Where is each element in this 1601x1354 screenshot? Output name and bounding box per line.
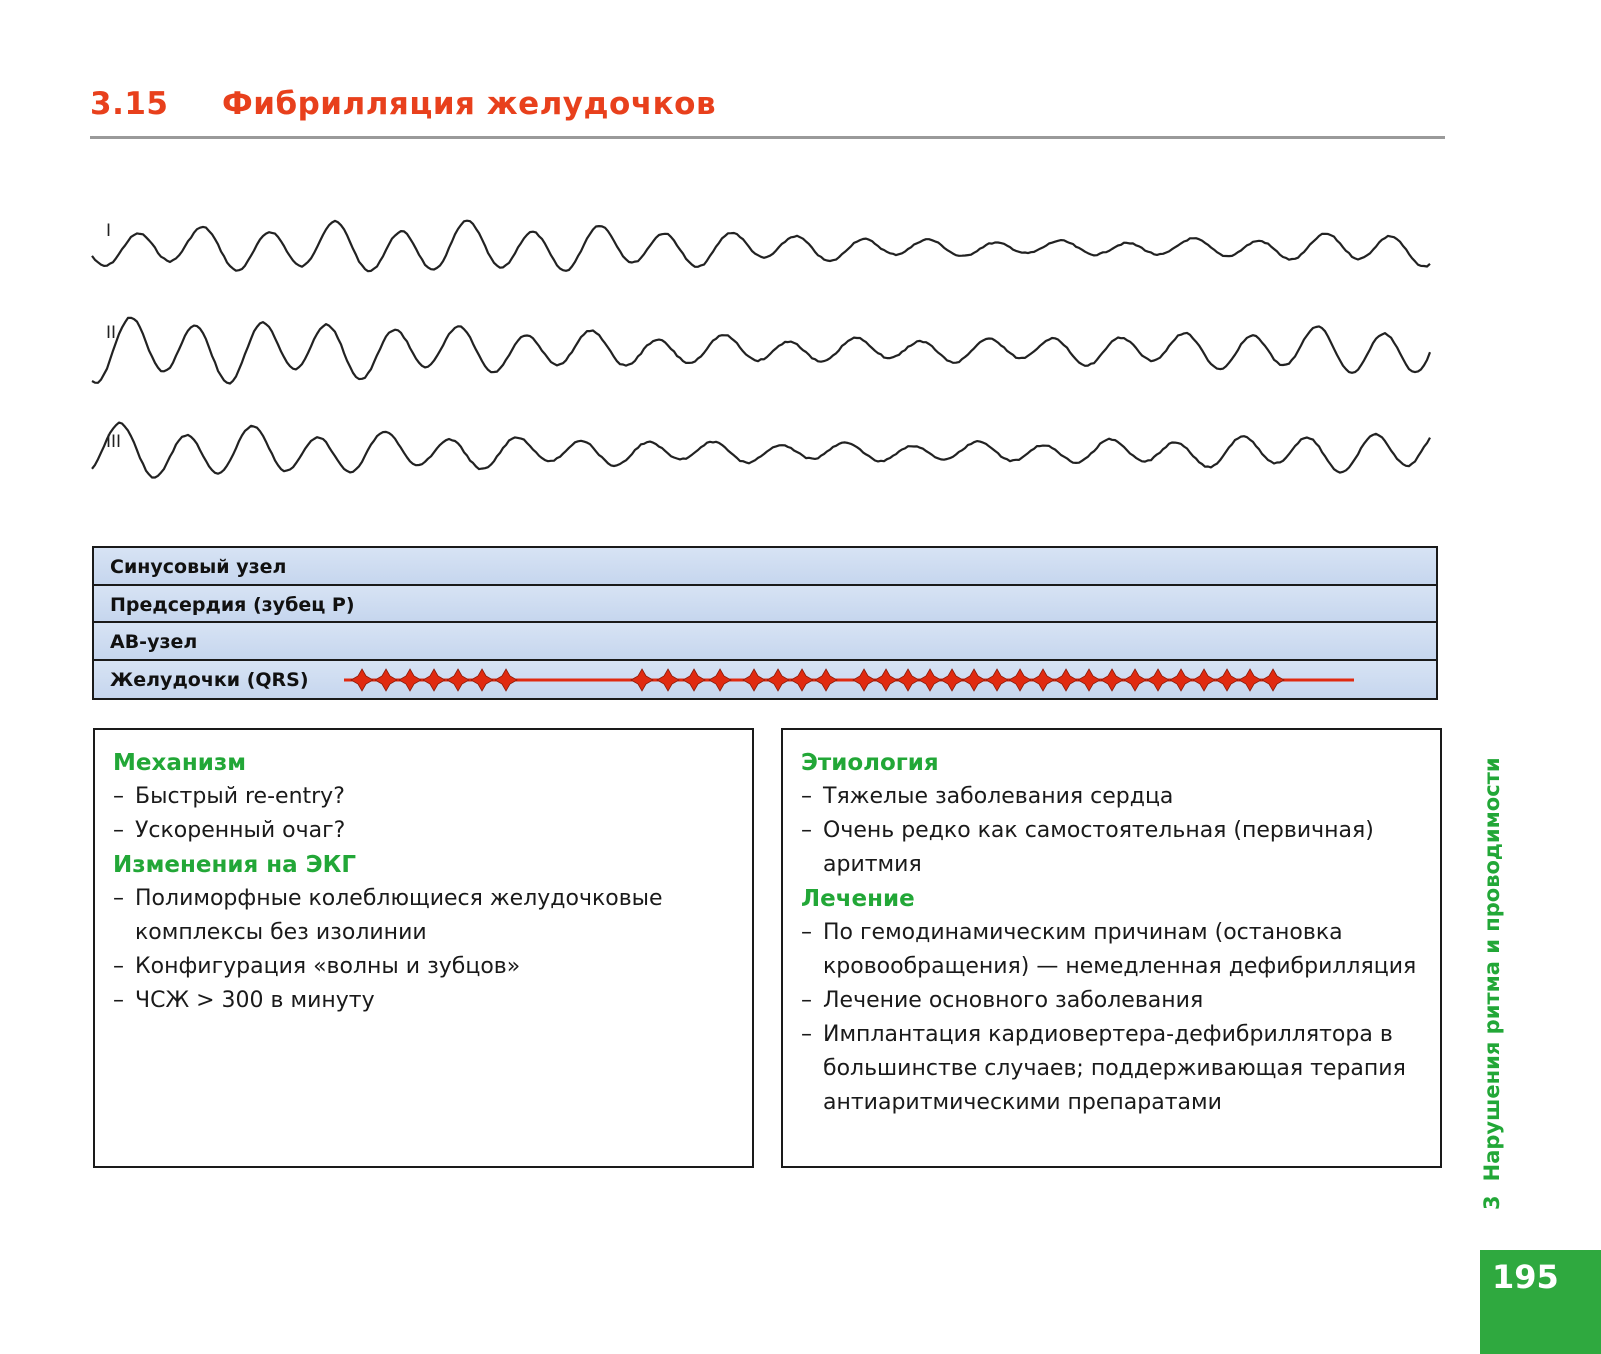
treatment-heading: Лечение bbox=[801, 886, 915, 912]
list-item: – Ускоренный очаг? bbox=[113, 814, 734, 848]
ecg-trace-lead-ii bbox=[92, 318, 1430, 384]
ventricular-focus-marker bbox=[1239, 669, 1261, 691]
ventricular-focus-marker bbox=[1124, 669, 1146, 691]
ventricular-focus-marker bbox=[791, 669, 813, 691]
section-title: Фибрилляция желудочков bbox=[222, 86, 717, 122]
mechanism-heading: Механизм bbox=[113, 750, 247, 776]
ventricular-focus-marker bbox=[743, 669, 765, 691]
etiology-heading: Этиология bbox=[801, 750, 939, 776]
mechanism-list bbox=[113, 780, 734, 848]
ventricular-focus-marker bbox=[1101, 669, 1123, 691]
ladder-label-ventricles: Желудочки (QRS) bbox=[110, 668, 309, 691]
ladder-label-sinus: Синусовый узел bbox=[110, 556, 287, 578]
ecg-changes-heading: Изменения на ЭКГ bbox=[113, 852, 357, 878]
ladder-row-ventricles bbox=[94, 661, 1436, 699]
page-number: 195 bbox=[1492, 1258, 1559, 1296]
section-number: 3.15 bbox=[90, 86, 169, 122]
ventricular-focus-marker bbox=[963, 669, 985, 691]
ventricular-focus-marker bbox=[1193, 669, 1215, 691]
ecg-trace-lead-i bbox=[92, 221, 1430, 272]
ventricular-focus-marker bbox=[657, 669, 679, 691]
ventricular-focus-marker bbox=[399, 669, 421, 691]
etiology-treatment-box bbox=[781, 728, 1442, 1168]
list-item: – По гемодинамическим причинам (остановка кровообращения) — немедленная дефибрилляция bbox=[801, 916, 1422, 984]
ladder-row-sinus bbox=[94, 548, 1436, 586]
ventricular-focus-marker bbox=[941, 669, 963, 691]
page-title bbox=[90, 86, 716, 122]
list-item: – Конфигурация «волны и зубцов» bbox=[113, 950, 734, 984]
ventricular-focus-marker bbox=[683, 669, 705, 691]
ventricular-focus-marker bbox=[815, 669, 837, 691]
title-rule bbox=[90, 136, 1445, 139]
treatment-list bbox=[801, 916, 1422, 1120]
ventricular-focus-marker bbox=[1170, 669, 1192, 691]
ecg-trace-lead-iii bbox=[92, 423, 1430, 478]
etiology-list bbox=[801, 780, 1422, 882]
ventricular-focus-marker bbox=[986, 669, 1008, 691]
ventricular-focus-marker bbox=[1262, 669, 1284, 691]
list-item: – Очень редко как самостоятельная (первичная) аритмия bbox=[801, 814, 1422, 882]
ventricular-focus-marker bbox=[1078, 669, 1100, 691]
ventricular-focus-marker bbox=[919, 669, 941, 691]
list-item: – Полиморфные колеблющиеся желудочковые комплексы без изолинии bbox=[113, 882, 734, 950]
ventricular-focus-marker bbox=[471, 669, 493, 691]
ventricular-focus-marker bbox=[709, 669, 731, 691]
ventricular-focus-marker bbox=[351, 669, 373, 691]
ventricular-focus-marker bbox=[1216, 669, 1238, 691]
ventricular-foci-markers bbox=[94, 661, 1436, 699]
list-item: – ЧСЖ > 300 в минуту bbox=[113, 984, 734, 1018]
ventricular-focus-marker bbox=[767, 669, 789, 691]
ventricular-focus-marker bbox=[375, 669, 397, 691]
page-number-tab bbox=[1480, 1250, 1601, 1354]
ladder-row-av-node bbox=[94, 623, 1436, 661]
mechanism-ecg-box bbox=[93, 728, 754, 1168]
ventricular-focus-marker bbox=[423, 669, 445, 691]
ecg-strip bbox=[0, 200, 1601, 510]
chapter-side-label bbox=[1480, 757, 1504, 1210]
ventricular-focus-marker bbox=[1055, 669, 1077, 691]
ventricular-focus-marker bbox=[897, 669, 919, 691]
ventricular-focus-marker bbox=[875, 669, 897, 691]
lead-label-i: I bbox=[106, 221, 112, 241]
list-item: – Лечение основного заболевания bbox=[801, 984, 1422, 1018]
ladder-label-atria: Предсердия (зубец P) bbox=[110, 593, 355, 616]
list-item: – Имплантация кардиовертера-дефибриллятора в большинстве случаев; поддерживающая терапия антиаритмическими препаратами bbox=[801, 1018, 1422, 1120]
list-item: – Быстрый re-entry? bbox=[113, 780, 734, 814]
ladder-diagram bbox=[92, 546, 1438, 700]
list-item: – Тяжелые заболевания сердца bbox=[801, 780, 1422, 814]
ventricular-focus-marker bbox=[1147, 669, 1169, 691]
ecg-changes-list bbox=[113, 882, 734, 1018]
lead-label-iii: III bbox=[106, 432, 122, 452]
ladder-row-atria bbox=[94, 586, 1436, 624]
chapter-number: 3 bbox=[1480, 1195, 1504, 1210]
ventricular-focus-marker bbox=[1009, 669, 1031, 691]
ventricular-focus-marker bbox=[853, 669, 875, 691]
ventricular-focus-marker bbox=[1032, 669, 1054, 691]
ventricular-focus-marker bbox=[631, 669, 653, 691]
ventricular-focus-marker bbox=[447, 669, 469, 691]
ventricular-focus-marker bbox=[495, 669, 517, 691]
ladder-label-av-node: АВ-узел bbox=[110, 631, 198, 653]
lead-label-ii: II bbox=[106, 323, 117, 343]
chapter-title: Нарушения ритма и проводимости bbox=[1480, 757, 1504, 1182]
